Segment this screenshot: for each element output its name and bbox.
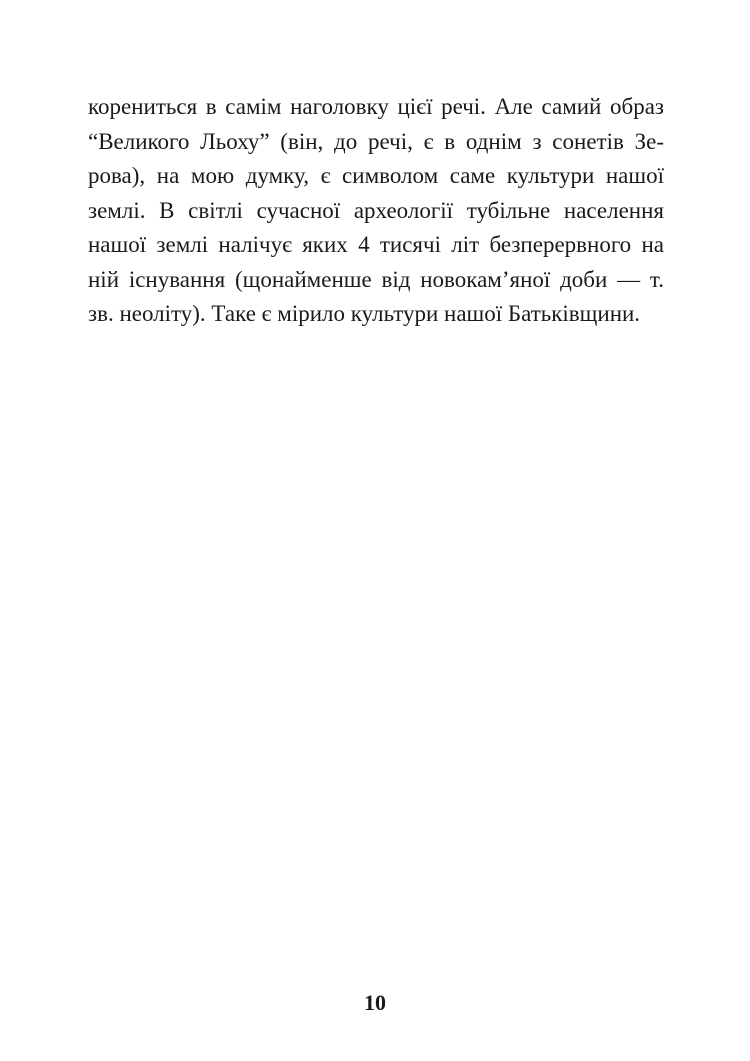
paragraph-line: землі. В світлі сучасної археології тубільне населення <box>88 197 664 223</box>
paragraph-line: корениться в самім наголовку цієї речі. Але самий образ <box>88 94 664 119</box>
paragraph-line: “Великого Льоху” (він, до речі, є в однім з сонетів Зе- <box>88 128 664 154</box>
paragraph-line: зв. неоліту). Таке є мірило культури нашої Батьківщини. <box>88 301 641 326</box>
paragraph-line: ній існування (щонайменше від новокам’яної доби — т. <box>88 266 664 292</box>
body-paragraph <box>88 90 664 332</box>
paragraph-line: рова), на мою думку, є символом саме культури нашої <box>88 163 664 188</box>
page-number: 10 <box>364 990 386 1015</box>
paragraph-line: нашої землі налічує яких 4 тисячі літ безперервного на <box>88 232 664 257</box>
